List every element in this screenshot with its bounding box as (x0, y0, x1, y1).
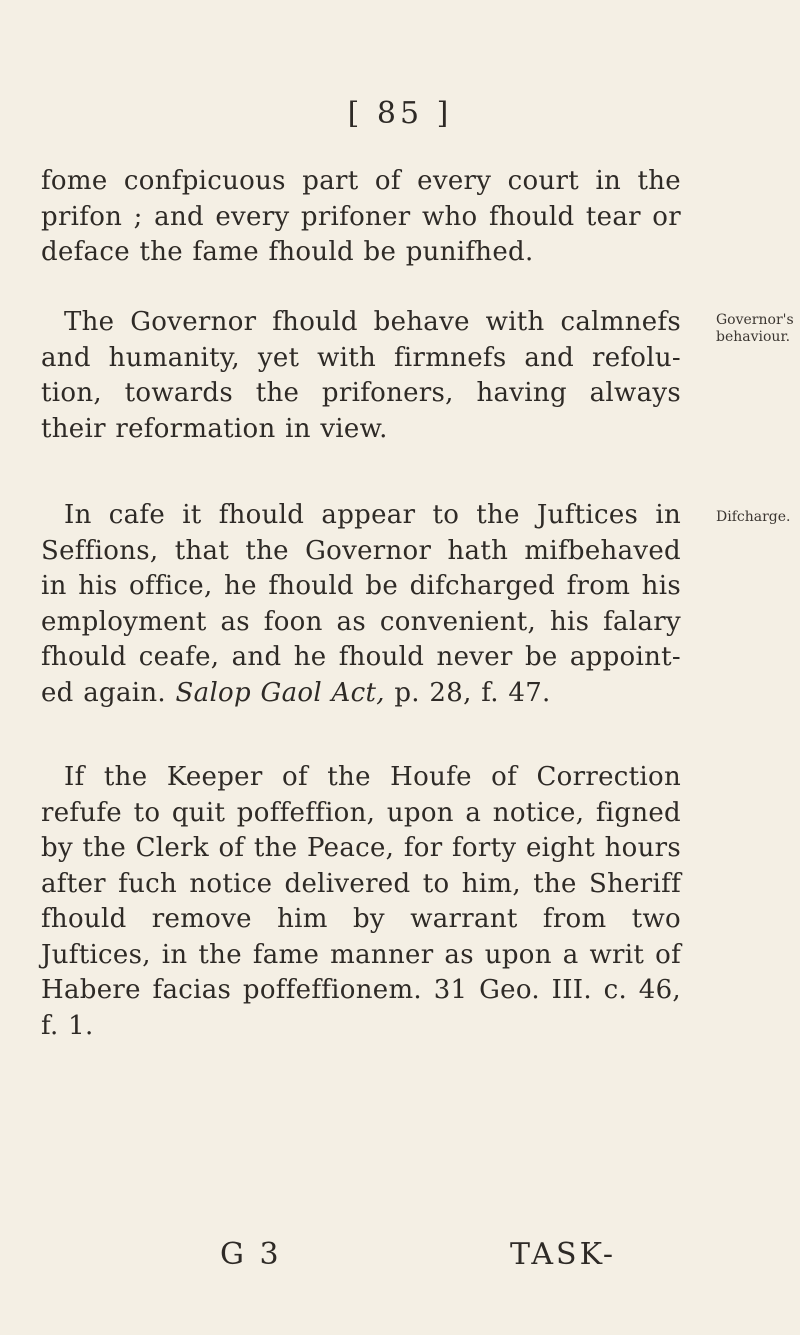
paragraph-3 (41, 498, 681, 711)
paragraph-text: If the Keeper of the Houfe of Correction refufe to quit poffeffion, upon a notice, figned by the Clerk of the Peace, for forty eight hours after fuch notice delivered to him, the Sheriff fhould remove him by warrant from two Juftices, in the fame manner as upon a writ of Habere facias poffeffionem. 31 Geo. III. c. 46, f. 1. (41, 762, 681, 1041)
paragraph-text (41, 498, 681, 711)
citation: Salop Gaol Act, (175, 677, 385, 708)
paragraph-2 (41, 305, 681, 447)
catchword: TASK- (510, 1237, 616, 1272)
paragraph-text: fome confpicuous part of every court in the prifon ; and every prifoner who fhould tear or deface the fame fhould be punifhed. (41, 166, 681, 267)
paragraph-text: The Governor fhould behave with calmnefs and humanity, yet with firmnefs and refolu-tion, towards the prifoners, having always their reformation in view. (41, 307, 681, 444)
signature-mark: G 3 (220, 1237, 282, 1272)
page-number-header (0, 96, 800, 131)
citation-reference: p. 28, f. 47. (384, 677, 551, 708)
paragraph-body: In cafe it fhould appear to the Juftices in Seffions, that the Governor hath mifbehaved in his office, he fhould be difcharged from his employment as foon as convenient, his falary fhould ceafe, and he fhould never be appoint-ed again. (41, 500, 681, 708)
margin-note-governors-behaviour: Governor's behaviour. (716, 312, 794, 345)
paragraph-1 (41, 164, 681, 271)
paragraph-4 (41, 760, 681, 1044)
page-number: [ 85 ] (347, 96, 453, 131)
margin-note-discharge: Difcharge. (716, 509, 791, 525)
